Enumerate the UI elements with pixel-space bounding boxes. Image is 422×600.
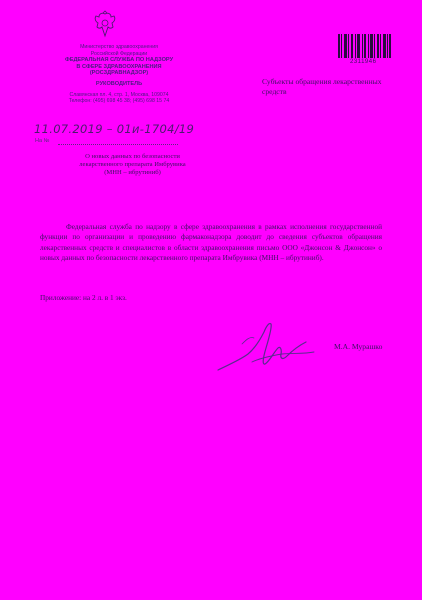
signatory-name: М.А. Мурашко <box>334 342 383 351</box>
reference-label: На № <box>35 138 50 144</box>
attachment-note: Приложение: на 2 л. в 1 экз. <box>40 293 127 302</box>
addressee: Субъекты обращения лекарственных средств <box>262 77 382 96</box>
agency-name-line2: В СФЕРЕ ЗДРАВООХРАНЕНИЯ <box>76 63 162 70</box>
barcode <box>338 34 392 58</box>
agency-address: Славянская пл. 4, стр. 1, Москва, 109074 <box>69 91 169 98</box>
letter-subject: О новых данных по безопасности лекарственного препарата Имбрувика (МНН – ибрутиниб) <box>79 153 186 176</box>
ministry-name-line2: Российской Федерации <box>90 50 148 57</box>
barcode-number: 2311946 <box>350 59 377 65</box>
letter-body: Федеральная служба по надзору в сфере здравоохранения в рамках исполнения государственной функции по организации и проведению фармаконадзора доводит до сведения субъектов обращения лекарственных средств и специалистов в области здравоохранения письмо ООО «Джонсон & Джонсон» о новых данных по безопасности лекарственного препарата Имбрувика (МНН – ибрутиниб). <box>40 222 382 262</box>
agency-head-title: РУКОВОДИТЕЛЬ <box>95 80 143 87</box>
emblem-icon <box>90 10 120 40</box>
handwritten-signature <box>212 318 322 378</box>
agency-phone: Телефон: (495) 698 45 38; (495) 698 15 74 <box>68 98 170 105</box>
ministry-name-line1: Министерство здравоохранения <box>80 44 158 50</box>
registration-number-handwritten: 11.07.2019 – 01и-1704/19 <box>34 122 195 136</box>
reference-line <box>58 144 178 145</box>
agency-name-line3: (РОСЗДРАВНАДЗОР) <box>89 70 149 77</box>
agency-letterhead <box>40 44 198 105</box>
agency-name-line1: ФЕДЕРАЛЬНАЯ СЛУЖБА ПО НАДЗОРУ <box>64 57 174 64</box>
